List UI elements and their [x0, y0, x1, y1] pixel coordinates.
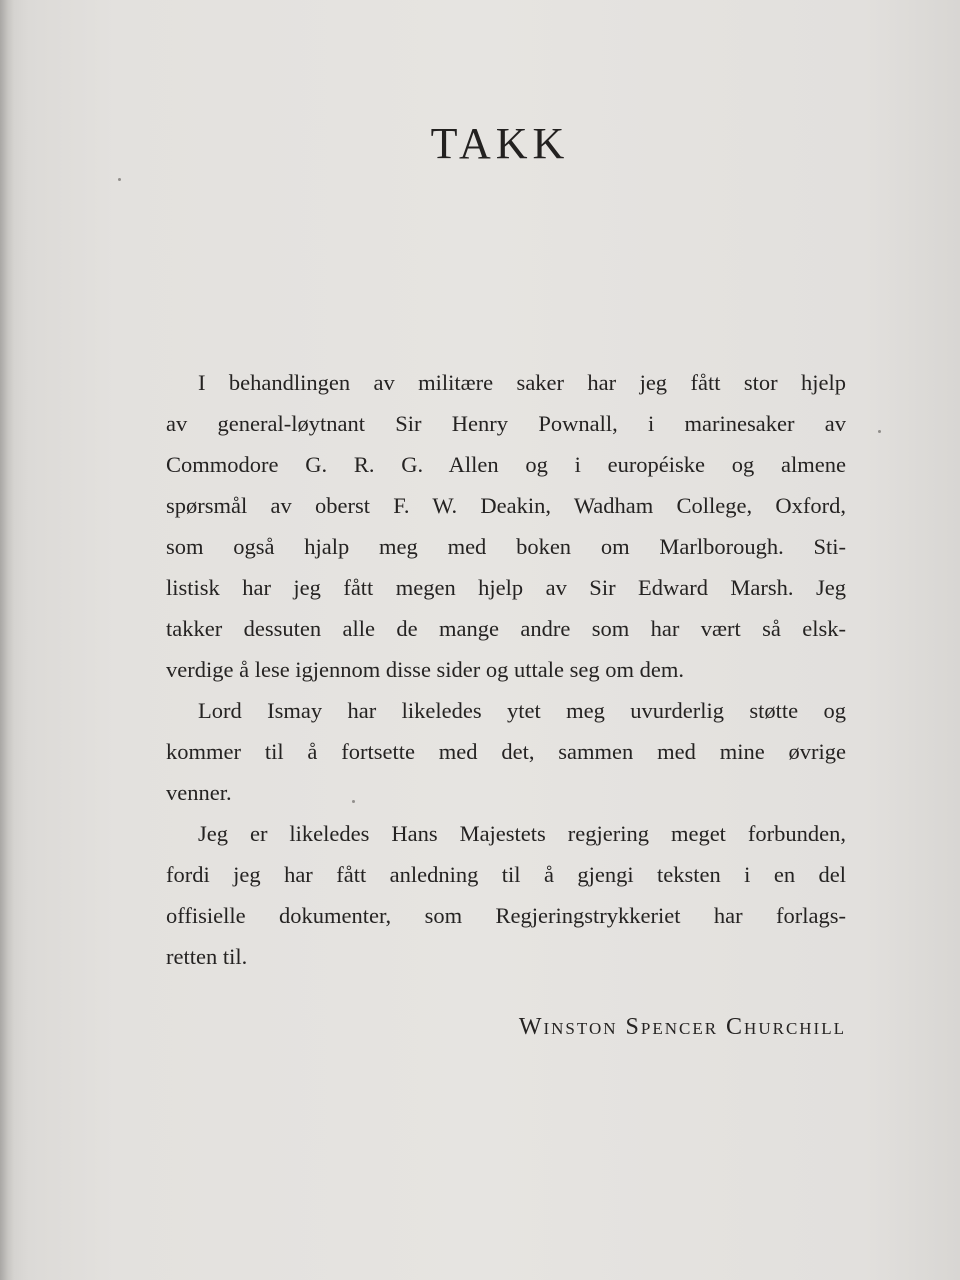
- text-line: offisielle dokumenter, som Regjeringstrykkeriet har forlags-: [166, 903, 846, 928]
- text-line: som også hjalp meg med boken om Marlborough. Sti-: [166, 534, 846, 559]
- text-line: listisk har jeg fått megen hjelp av Sir Edward Marsh. Jeg: [166, 575, 846, 600]
- text-line: fordi jeg har fått anledning til å gjengi teksten i en del: [166, 862, 846, 887]
- paper-speck: [878, 430, 881, 433]
- text-line: Jeg er likeledes Hans Majestets regjering meget forbunden,: [198, 821, 846, 846]
- text-line: takker dessuten alle de mange andre som har vært så elsk-: [166, 616, 846, 641]
- page-binding-edge: [0, 0, 14, 1280]
- page-title: TAKK: [430, 119, 570, 168]
- text-line: retten til.: [166, 944, 248, 969]
- paper-speck: [118, 178, 121, 181]
- paper-speck: [352, 800, 355, 803]
- text-line: spørsmål av oberst F. W. Deakin, Wadham College, Oxford,: [166, 493, 846, 518]
- text-line: verdige å lese igjennom disse sider og uttale seg om dem.: [166, 657, 684, 682]
- acknowledgement-text: [166, 362, 846, 977]
- text-line: I behandlingen av militære saker har jeg fått stor hjelp: [198, 370, 846, 395]
- text-line: venner.: [166, 780, 232, 805]
- text-line: Commodore G. R. G. Allen og i européiske og almene: [166, 452, 846, 477]
- author-signature: Winston Spencer Churchill: [518, 1014, 846, 1040]
- text-line: av general-løytnant Sir Henry Pownall, i marinesaker av: [166, 411, 846, 436]
- text-line: Lord Ismay har likeledes ytet meg uvurderlig støtte og: [198, 698, 846, 723]
- text-line: kommer til å fortsette med det, sammen med mine øvrige: [166, 739, 846, 764]
